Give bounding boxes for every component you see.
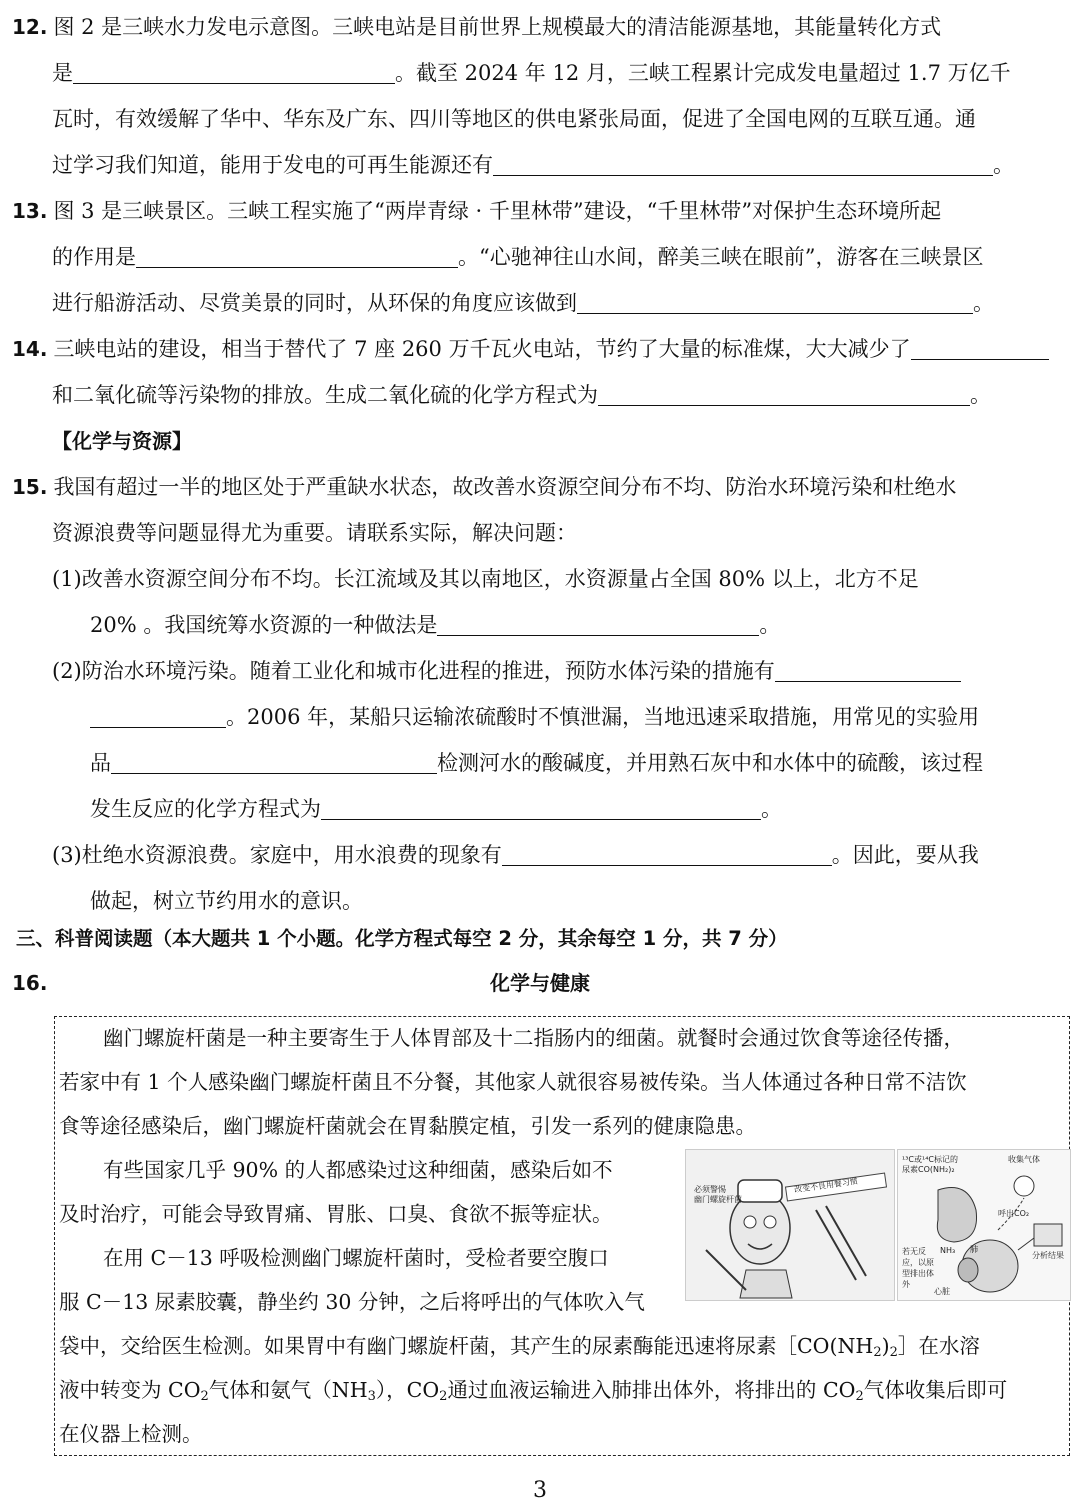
q15-part2-line-3 [90, 748, 983, 778]
q15-text: 20% 。我国统筹水资源的一种做法是 [90, 613, 438, 637]
passage-line: 服 C－13 尿素胶囊，静坐约 30 分钟，之后将呼出的气体吹入气 [59, 1290, 645, 1314]
q13-line-1 [12, 196, 941, 226]
q12-text: 瓦时，有效缓解了华中、华东及广东、四川等地区的供电紧张局面，促进了全国电网的互联互通。通 [52, 107, 976, 131]
q15-text: 发生反应的化学方程式为 [90, 797, 321, 821]
passage-text: ) [881, 1334, 890, 1358]
answer-blank[interactable] [437, 613, 759, 636]
q15-part1-line-2 [90, 610, 780, 640]
q13-line-2 [52, 242, 983, 272]
question-number: 12. [12, 15, 48, 39]
q12-line-1 [12, 12, 941, 42]
passage-line: 幽门螺旋杆菌是一种主要寄生于人体胃部及十二指肠内的细菌。就餐时会通过饮食等途径传播， [103, 1026, 964, 1050]
diagram-label: 若无反应，以原型排出体外 [902, 1247, 934, 1289]
passage-line: 在用 C－13 呼吸检测幽门螺旋杆菌时，受检者要空腹口 [103, 1246, 609, 1270]
diagram-label: 肺 [970, 1245, 978, 1254]
diagram-label: NH₃ [940, 1246, 956, 1255]
subscript: 2 [873, 1345, 882, 1360]
q13-text: 的作用是 [52, 245, 136, 269]
reading-passage-box [54, 1016, 1070, 1456]
subscript: 2 [855, 1389, 864, 1404]
answer-blank[interactable] [577, 291, 973, 314]
diagram-label: 分析结果 [1032, 1251, 1064, 1260]
illustration-figures [685, 1149, 1069, 1299]
q15-part2-line-4 [90, 794, 782, 824]
passage-line [59, 1375, 1007, 1405]
breath-test-diagram [897, 1149, 1071, 1301]
q12-line-2 [52, 58, 1011, 88]
q15-part3-line-1 [52, 840, 979, 870]
answer-blank[interactable] [90, 705, 226, 728]
answer-blank[interactable] [111, 751, 437, 774]
q14-line-2 [52, 380, 991, 410]
diagram-label: 尿素CO(NH₂)₂ [902, 1165, 955, 1174]
cartoon-caption: 必须警惕 [694, 1185, 726, 1194]
q14-text: 三峡电站的建设，相当于替代了 7 座 260 万千瓦火电站，节约了大量的标准煤，大大减少了 [53, 337, 911, 361]
q12-text: 过学习我们知道，能用于发电的可再生能源还有 [52, 153, 493, 177]
question-number: 14. [12, 337, 48, 361]
passage-line: 有些国家几乎 90% 的人都感染过这种细菌，感染后如不 [103, 1158, 613, 1182]
q13-text: 。“心驰神往山水间，醉美三峡在眼前”，游客在三峡景区 [458, 245, 984, 269]
passage-text: 气体和氨气（NH [208, 1378, 368, 1402]
q13-text: 图 3 是三峡景区。三峡工程实施了“两岸青绿 · 千里林带”建设，“千里林带”对保护生态环境所起 [53, 199, 942, 223]
passage-line: 及时治疗，可能会导致胃痛、胃胀、口臭、食欲不振等症状。 [59, 1202, 613, 1226]
q15-text: 。因此，要从我 [831, 843, 979, 867]
q15-text: 。 [759, 613, 781, 637]
diagram-label: 收集气体 [1008, 1155, 1040, 1164]
passage-line: 若家中有 1 个人感染幽门螺旋杆菌且不分餐，其他家人就很容易被传染。当人体通过各种日常不洁饮 [59, 1070, 967, 1094]
q15-line-1 [12, 472, 956, 502]
question-number: 13. [12, 199, 48, 223]
q14-line-1 [12, 334, 1049, 364]
answer-blank[interactable] [911, 337, 1049, 360]
cartoon-drawing [686, 1150, 894, 1300]
q15-text: (2)防治水环境污染。随着工业化和城市化进程的推进，预防水体污染的措施有 [52, 659, 775, 683]
answer-blank[interactable] [598, 383, 970, 406]
diagram-label: 呼出CO₂ [998, 1209, 1030, 1218]
q13-text: 进行船游活动、尽赏美景的同时，从环保的角度应该做到 [52, 291, 577, 315]
section-heading: 【化学与资源】 [52, 429, 192, 453]
q13-text: 。 [973, 291, 994, 315]
subscript: 2 [200, 1389, 209, 1404]
q12-line-3 [52, 104, 976, 134]
q15-text: 我国有超过一半的地区处于严重缺水状态，故改善水资源空间分布不均、防治水环境污染和杜绝水 [53, 475, 957, 499]
q15-part3-line-2 [90, 886, 363, 916]
cartoon-illustration [685, 1149, 895, 1301]
question-number: 15. [12, 475, 48, 499]
section-3-heading: 三、科普阅读题（本大题共 1 个小题。化学方程式每空 2 分，其余每空 1 分，共 7 分） [16, 927, 788, 950]
q12-text: 。 [993, 153, 1014, 177]
subscript: 3 [367, 1389, 376, 1404]
q15-line-2 [52, 518, 577, 548]
cartoon-banner: 改变不良用餐习惯 [793, 1176, 859, 1195]
q15-text: 品 [90, 751, 111, 775]
cartoon-caption: 幽门螺旋杆菌 [694, 1195, 742, 1204]
subscript: 2 [889, 1345, 898, 1360]
q13-line-3 [52, 288, 994, 318]
q14-text: 。 [970, 383, 991, 407]
q12-text: 是 [52, 61, 73, 85]
q15-text: 检测河水的酸碱度，并用熟石灰中和水体中的硫酸，该过程 [437, 751, 983, 775]
diagram-label: 心脏 [934, 1287, 950, 1296]
q12-text: 图 2 是三峡水力发电示意图。三峡电站是目前世界上规模最大的清洁能源基地，其能量转化方式 [53, 15, 942, 39]
passage-text: 液中转变为 CO [59, 1378, 201, 1402]
q15-text: 。 [761, 797, 782, 821]
q14-text: 和二氧化硫等污染物的排放。生成二氧化硫的化学方程式为 [52, 383, 598, 407]
diagram-label: ¹³C或¹⁴C标记的 [902, 1155, 958, 1164]
passage-text: 袋中，交给医生检测。如果胃中有幽门螺旋杆菌，其产生的尿素酶能迅速将尿素［CO(NH [59, 1334, 874, 1358]
passage-text: 通过血液运输进入肺排出体外，将排出的 CO [447, 1378, 856, 1402]
passage-text: 气体收集后即可 [863, 1378, 1008, 1402]
article-title: 化学与健康 [490, 971, 590, 995]
q15-part2-line-2 [90, 702, 979, 732]
answer-blank[interactable] [73, 61, 395, 84]
answer-blank[interactable] [493, 153, 993, 176]
answer-blank[interactable] [502, 843, 832, 866]
q15-part2-line-1 [52, 656, 961, 686]
passage-text: ］在水溶 [897, 1334, 980, 1358]
passage-line [59, 1331, 980, 1361]
question-number: 16. [12, 971, 48, 995]
passage-text: ），CO [375, 1378, 440, 1402]
q15-text: (1)改善水资源空间分布不均。长江流域及其以南地区，水资源量占全国 80% 以上，北方不足 [52, 567, 919, 591]
q12-line-4 [52, 150, 1014, 180]
answer-blank[interactable] [136, 245, 458, 268]
page-number: 3 [533, 1478, 547, 1503]
q15-text: 。2006 年，某船只运输浓硫酸时不慎泄漏，当地迅速采取措施，用常见的实验用 [226, 705, 980, 729]
q15-text: 做起，树立节约用水的意识。 [90, 889, 363, 913]
answer-blank[interactable] [775, 659, 961, 682]
passage-line: 食等途径感染后，幽门螺旋杆菌就会在胃黏膜定植，引发一系列的健康隐患。 [59, 1114, 756, 1138]
q15-text: 资源浪费等问题显得尤为重要。请联系实际，解决问题： [52, 521, 577, 545]
answer-blank[interactable] [321, 797, 761, 820]
passage-line: 在仪器上检测。 [59, 1422, 203, 1446]
q15-part1-line-1 [52, 564, 919, 594]
q15-text: (3)杜绝水资源浪费。家庭中，用水浪费的现象有 [52, 843, 502, 867]
subscript: 2 [439, 1389, 448, 1404]
q12-text: 。截至 2024 年 12 月，三峡工程累计完成发电量超过 1.7 万亿千 [395, 61, 1011, 85]
